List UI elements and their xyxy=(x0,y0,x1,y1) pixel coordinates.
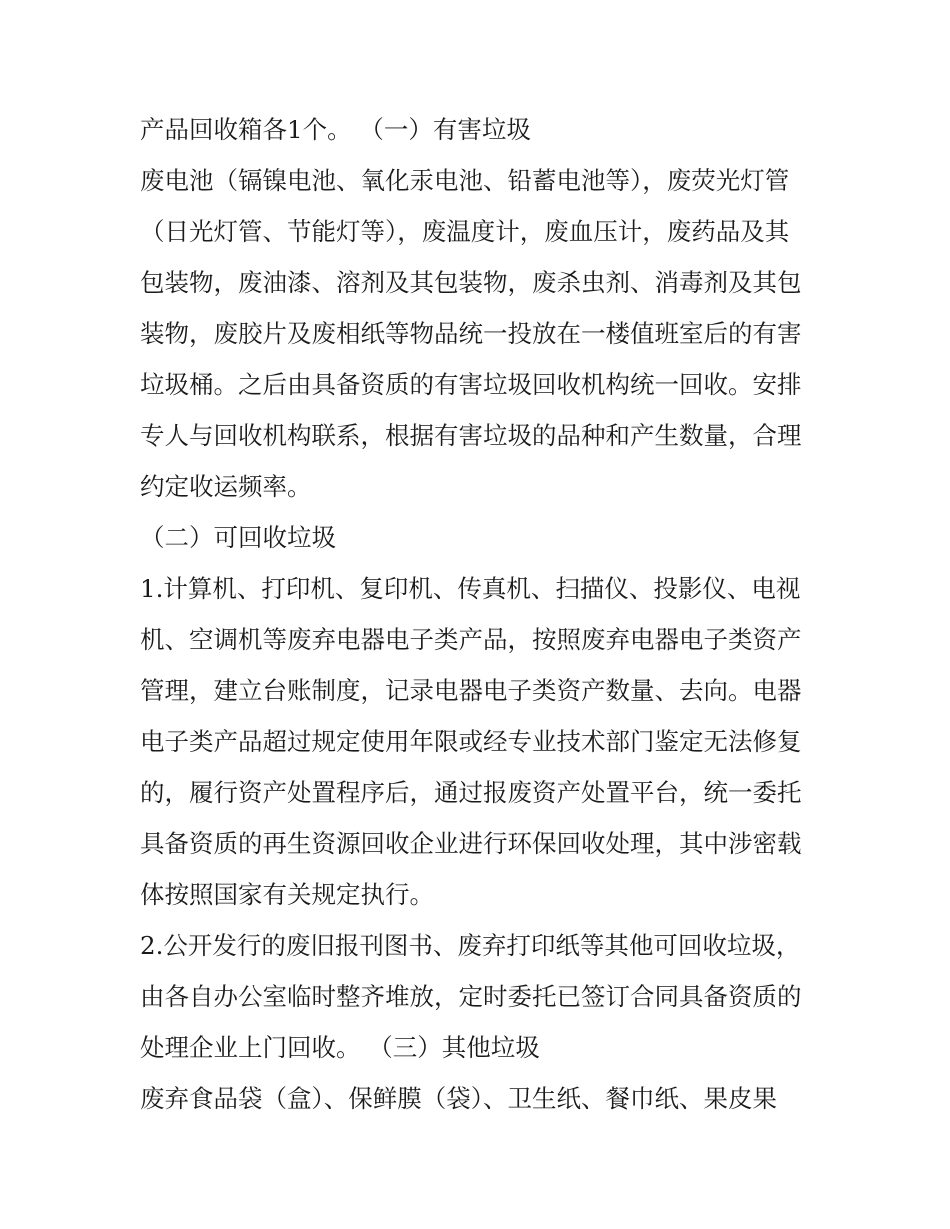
text-line: 电子类产品超过规定使用年限或经专业技术部门鉴定无法修复 xyxy=(140,727,802,756)
text-line: （日光灯管、节能灯等），废温度计，废血压计，废药品及其 xyxy=(140,217,790,246)
text-line: 管理，建立台账制度，记录电器电子类资产数量、去向。电器 xyxy=(140,676,802,705)
text-line: 机、空调机等废弃电器电子类产品，按照废弃电器电子类资产 xyxy=(140,625,802,654)
text-line: 体按照国家有关规定执行。 xyxy=(140,880,434,909)
text-line: 处理企业上门回收。 （三）其他垃圾 xyxy=(140,1033,540,1062)
section-heading: （二）可回收垃圾 xyxy=(140,523,336,552)
text-line: 废弃食品袋（盒）、保鲜膜（袋）、卫生纸、餐巾纸、果皮果 xyxy=(140,1084,777,1113)
text-line: 产品回收箱各1个。 （一）有害垃圾 xyxy=(140,115,531,144)
text-line: 垃圾桶。之后由具备资质的有害垃圾回收机构统一回收。安排 xyxy=(140,370,802,399)
text-line: 的，履行资产处置程序后，通过报废资产处置平台，统一委托 xyxy=(140,778,802,807)
text-line: 装物，废胶片及废相纸等物品统一投放在一楼值班室后的有害 xyxy=(140,319,802,348)
text-line: 由各自办公室临时整齐堆放，定时委托已签订合同具备资质的 xyxy=(140,982,802,1011)
text-line: 1.计算机、打印机、复印机、传真机、扫描仪、投影仪、电视 xyxy=(140,574,801,603)
text-line: 2.公开发行的废旧报刊图书、废弃打印纸等其他可回收垃圾， xyxy=(140,931,801,960)
text-line: 废电池（镉镍电池、氧化汞电池、铅蓄电池等），废荧光灯管 xyxy=(140,166,790,195)
text-line: 专人与回收机构联系，根据有害垃圾的品种和产生数量，合理 xyxy=(140,421,802,450)
text-line: 约定收运频率。 xyxy=(140,472,312,501)
text-line: 具备资质的再生资源回收企业进行环保回收处理，其中涉密载 xyxy=(140,829,802,858)
text-line: 包装物，废油漆、溶剂及其包装物，废杀虫剂、消毒剂及其包 xyxy=(140,268,802,297)
